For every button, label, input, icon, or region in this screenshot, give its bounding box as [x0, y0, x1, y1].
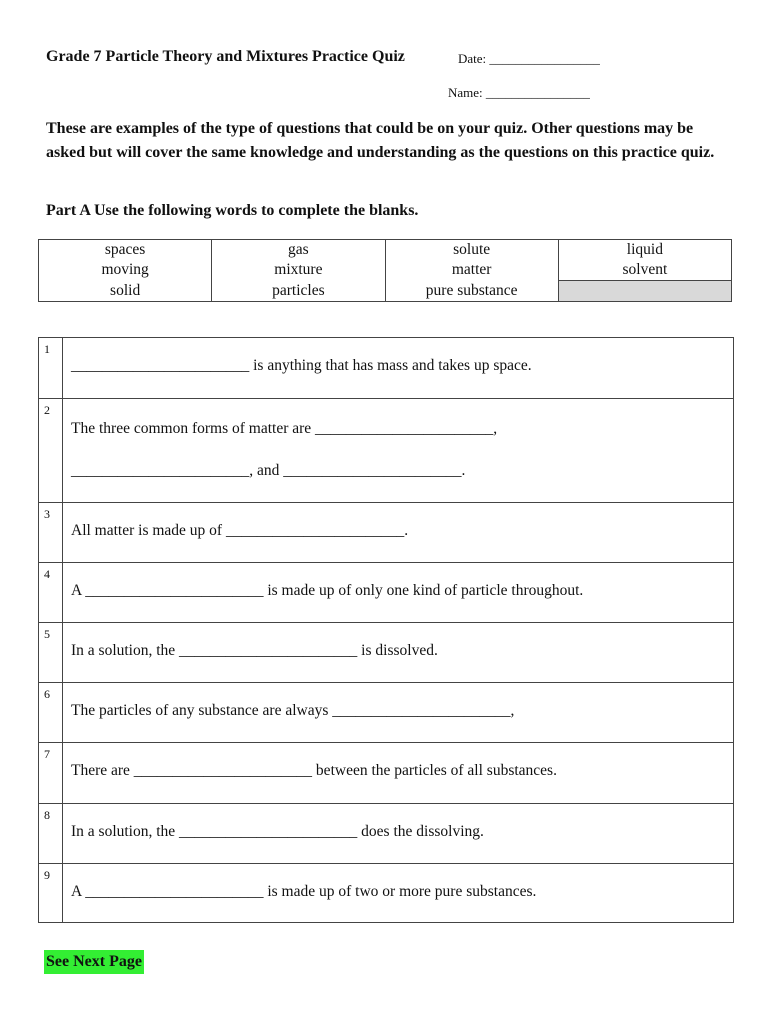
question-number: 6: [39, 683, 63, 742]
question-text: [63, 503, 733, 562]
question-row: [39, 338, 733, 398]
question-line: The particles of any substance are always _______________________,: [71, 702, 515, 719]
word-bank-table: [38, 239, 732, 302]
question-line: All matter is made up of _______________________.: [71, 522, 409, 539]
word-bank-row: [39, 281, 732, 302]
question-text: [63, 338, 733, 398]
word-cell: liquid: [558, 240, 731, 261]
question-line: The three common forms of matter are _______________________,: [71, 420, 498, 437]
question-line: A _______________________ is made up of two or more pure substances.: [71, 883, 537, 900]
question-line: In a solution, the _______________________ does the dissolving.: [71, 823, 484, 840]
see-next-page-label: See Next Page: [44, 950, 144, 974]
date-field: Date: _________________: [458, 51, 600, 66]
question-text: [63, 864, 733, 922]
word-cell: solvent: [558, 260, 731, 281]
question-number: 4: [39, 563, 63, 622]
intro-paragraph: These are examples of the type of questions that could be on your quiz. Other questions may be asked but will cover the same knowledge and understanding as the questions on this practice quiz.: [46, 120, 715, 161]
question-number: 9: [39, 864, 63, 922]
question-row: [39, 803, 733, 863]
word-cell: moving: [39, 260, 212, 281]
title-row: [46, 48, 746, 70]
question-row: [39, 622, 733, 682]
word-bank-row: [39, 240, 732, 261]
page-title: Grade 7 Particle Theory and Mixtures Practice Quiz: [46, 48, 405, 65]
question-number: 5: [39, 623, 63, 682]
part-a-heading: Part A Use the following words to complete the blanks.: [46, 202, 419, 219]
question-row: [39, 682, 733, 742]
question-line: A _______________________ is made up of only one kind of particle throughout.: [71, 582, 584, 599]
question-text: [63, 563, 733, 622]
question-text: [63, 804, 733, 863]
word-cell: solute: [385, 240, 558, 261]
question-row: [39, 562, 733, 622]
question-number: 1: [39, 338, 63, 398]
word-cell: gas: [212, 240, 385, 261]
question-row: [39, 502, 733, 562]
question-number: 3: [39, 503, 63, 562]
name-field: Name: ________________: [448, 85, 590, 100]
word-cell: particles: [212, 281, 385, 302]
word-cell: solid: [39, 281, 212, 302]
question-text: [63, 743, 733, 803]
question-line: There are _______________________ between the particles of all substances.: [71, 762, 557, 779]
question-line-2: _______________________, and _______________________.: [71, 462, 466, 479]
question-text: [63, 683, 733, 742]
question-number: 2: [39, 399, 63, 502]
question-number: 8: [39, 804, 63, 863]
question-text: [63, 623, 733, 682]
question-number: 7: [39, 743, 63, 803]
question-line: In a solution, the _______________________ is dissolved.: [71, 642, 438, 659]
word-cell: spaces: [39, 240, 212, 261]
questions-table: [38, 337, 734, 923]
question-text: [63, 399, 733, 502]
question-row: [39, 398, 733, 502]
question-row: [39, 863, 733, 922]
word-bank-row: [39, 260, 732, 281]
empty-shaded-cell: [558, 281, 731, 302]
word-cell: matter: [385, 260, 558, 281]
question-line: _______________________ is anything that has mass and takes up space.: [71, 357, 532, 374]
word-cell: mixture: [212, 260, 385, 281]
question-row: [39, 742, 733, 803]
word-cell: pure substance: [385, 281, 558, 302]
